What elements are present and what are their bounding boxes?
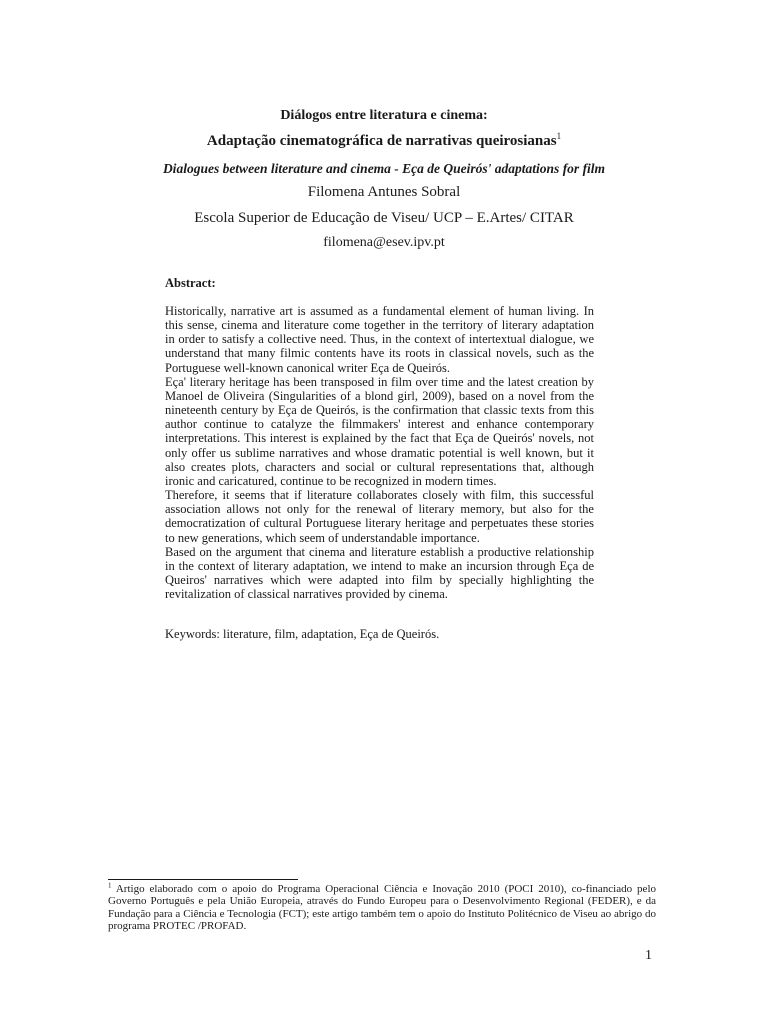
abstract-heading: Abstract: bbox=[165, 276, 216, 290]
title-footnote-mark[interactable]: 1 bbox=[556, 131, 562, 141]
footnote-divider bbox=[108, 879, 298, 880]
abstract-paragraph: Based on the argument that cinema and literature establish a productive relationship in the context of literary adaptation, we intend to make an incursion through Eça de Queiros' narratives which were adapted into film by specially highlighting the revitalization of classical narratives provided by cinema. bbox=[165, 544, 594, 602]
author-name: Filomena Antunes Sobral bbox=[307, 184, 461, 200]
footnote-text: Artigo elaborado com o apoio do Programa Operacional Ciência e Inovação 2010 (POCI 2010), co-financiado pelo Governo Português e pela União Europeia, através do Fundo Europeu para o Desenvolvimento Regional (FEDER), e da Fundação para a Ciência e Tecnologia (FCT); este artigo também tem o apoio do Instituto Politécnico de Viseu ao abrigo do programa PROTEC /PROFAD. bbox=[108, 883, 656, 933]
author-affiliation: Escola Superior de Educação de Viseu/ UCP – E.Artes/ CITAR bbox=[194, 210, 574, 226]
abstract-paragraph: Therefore, it seems that if literature collaborates closely with film, this successful association allows not only for the renewal of literary memory, but also for the democratization of cultural Portuguese literary heritage and perpetuates these stories to new generations, which seem of understandable importance. bbox=[165, 488, 594, 545]
abstract-keywords: Keywords: literature, film, adaptation, Eça de Queirós. bbox=[165, 627, 440, 641]
abstract-paragraph: Historically, narrative art is assumed as a fundamental element of human living. In this sense, cinema and literature come together in the territory of literary adaptation in order to satisfy a collective need. Thus, in the context of intertextual dialogue, we understand that many filmic contents have its roots in classical novels, such as the Portuguese well-known canonical writer Eça de Queirós. bbox=[165, 304, 594, 375]
title-portuguese-line2-text: Adaptação cinematográfica de narrativas queirosianas bbox=[206, 133, 557, 149]
author-email: filomena@esev.ipv.pt bbox=[323, 235, 445, 250]
title-portuguese-line1: Diálogos entre literatura e cinema: bbox=[280, 108, 488, 123]
footnote-mark: 1 bbox=[108, 881, 112, 890]
page-number: 1 bbox=[645, 948, 652, 963]
abstract-paragraph: Eça' literary heritage has been transposed in film over time and the latest creation by Manoel de Oliveira (Singularities of a blond girl, 2009), based on a novel from the nineteenth century by Eça de Queirós, is the confirmation that classic texts from this author continue to catalyze the filmmakers' interest and enhance contemporary interpretations. This interest is explained by the fact that Eça de Queirós' novels, not only offer us sublime narratives and whose dramatic potential is well known, but it also creates plots, characters and social or cultural representations that, although ironic and caricatured, continue to be recognized in modern times. bbox=[165, 374, 594, 488]
title-english: Dialogues between literature and cinema - Eça de Queirós' adaptations for film bbox=[162, 161, 606, 176]
footnote bbox=[108, 883, 656, 933]
title-portuguese-line2 bbox=[0, 133, 768, 150]
abstract-body bbox=[165, 304, 594, 601]
